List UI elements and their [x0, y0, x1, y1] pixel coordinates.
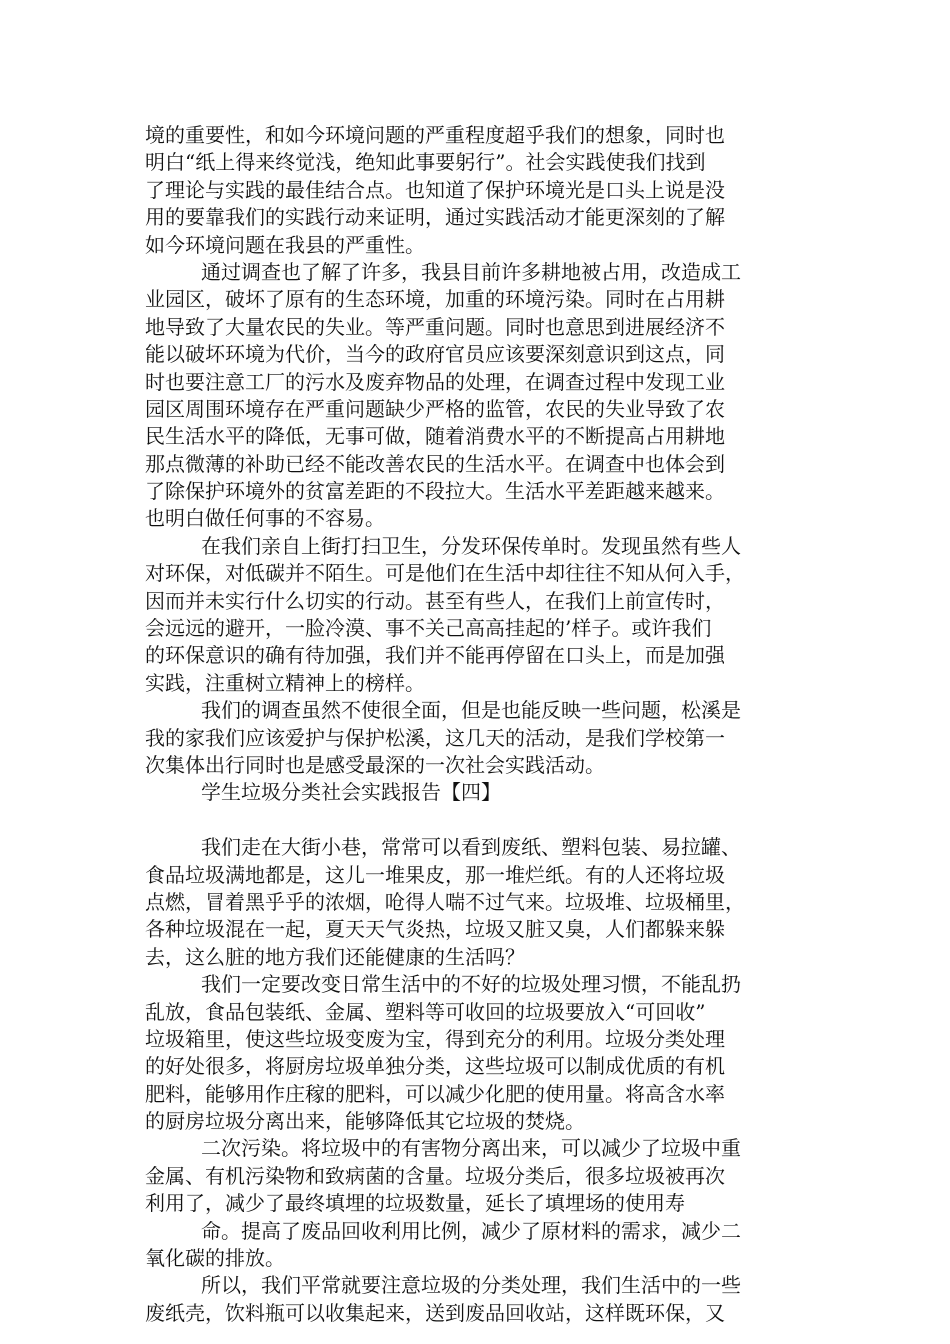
text-line: 民生活水平的降低，无事可做，随着消费水平的不断提高占用耕地: [145, 424, 725, 449]
text-line: 点燃，冒着黑乎乎的浓烟，呛得人喘不过气来。垃圾堆、垃圾桶里，: [145, 889, 745, 914]
blank-line: [145, 807, 815, 834]
text-line: 我们的调查虽然不使很全面，但是也能反映一些问题，松溪是: [201, 698, 741, 723]
text-line: 业园区，破坏了原有的生态环境，加重的环境污染。同时在占用耕: [145, 287, 725, 312]
text-line: 学生垃圾分类社会实践报告【四】: [201, 780, 501, 805]
text-line: 的环保意识的确有待加强，我们并不能再停留在口头上，而是加强: [145, 643, 725, 668]
text-line: 氧化碳的排放。: [145, 1246, 285, 1271]
text-line: 食品垃圾满地都是，这儿一堆果皮，那一堆烂纸。有的人还将垃圾: [145, 862, 725, 887]
text-line: 次集体出行同时也是感受最深的一次社会实践活动。: [145, 752, 605, 777]
text-line: 境的重要性，和如今环境问题的严重程度超乎我们的想象，同时也: [145, 123, 725, 147]
text-line: 去，这么脏的地方我们还能健康的生活吗？: [145, 944, 525, 969]
text-line: 乱放，食品包装纸、金属、塑料等可收回的垃圾要放入“可回收”: [145, 999, 706, 1024]
text-line: 了除保护环境外的贫富差距的不段拉大。生活水平差距越来越来。: [145, 479, 725, 504]
text-line: 金属、有机污染物和致病菌的含量。垃圾分类后，很多垃圾被再次: [145, 1163, 725, 1188]
document-page: [145, 122, 815, 1327]
text-line: 能以破坏环境为代价，当今的政府官员应该要深刻意识到这点，同: [145, 342, 725, 367]
text-line: 用的要靠我们的实践行动来证明，通过实践活动才能更深刻的了解: [145, 205, 725, 230]
text-line: 我的家我们应该爱护与保护松溪，这几天的活动，是我们学校第一: [145, 725, 725, 750]
text-line: 的好处很多，将厨房垃圾单独分类，这些垃圾可以制成优质的有机: [145, 1054, 725, 1079]
text-line: 所以，我们平常就要注意垃圾的分类处理，我们生活中的一些: [201, 1273, 741, 1298]
text-line: 园区周围环境存在严重问题缺少严格的监管，农民的失业导致了农: [145, 396, 725, 421]
text-line: 二次污染。将垃圾中的有害物分离出来，可以减少了垃圾中重: [201, 1136, 741, 1161]
text-line: 因而并未实行什么切实的行动。甚至有些人，在我们上前宣传时，: [145, 588, 725, 613]
text-line: 了理论与实践的最佳结合点。也知道了保护环境光是口头上说是没: [145, 177, 725, 202]
text-line: 如今环境问题在我县的严重性。: [145, 232, 425, 257]
text-line: 我们走在大街小巷，常常可以看到废纸、塑料包装、易拉罐、: [201, 835, 741, 860]
text-line: 对环保，对低碳并不陌生。可是他们在生活中却往往不知从何入手，: [145, 561, 745, 586]
text-line: 的厨房垃圾分离出来，能够降低其它垃圾的焚烧。: [145, 1109, 585, 1134]
text-line: 实践，注重树立精神上的榜样。: [145, 670, 425, 695]
text-line: 废纸壳，饮料瓶可以收集起来，送到废品回收站，这样既环保，又: [145, 1300, 725, 1325]
text-line: 通过调查也了解了许多，我县目前许多耕地被占用，改造成工: [201, 259, 741, 284]
text-line: 肥料，能够用作庄稼的肥料，可以减少化肥的使用量。将高含水率: [145, 1081, 725, 1106]
text-line: 各种垃圾混在一起，夏天天气炎热，垃圾又脏又臭，人们都躲来躲: [145, 917, 725, 942]
text-line: 也明白做任何事的不容易。: [145, 506, 385, 531]
text-line: 那点微薄的补助已经不能改善农民的生活水平。在调查中也体会到: [145, 451, 725, 476]
text-line: 在我们亲自上街打扫卫生，分发环保传单时。发现虽然有些人: [201, 533, 741, 558]
text-line: 我们一定要改变日常生活中的不好的垃圾处理习惯，不能乱扔: [201, 972, 741, 997]
text-line: 会远远的避开，一脸冷漠、事不关己高高挂起的’样子。或许我们: [145, 616, 712, 641]
text-line: 明白“纸上得来终觉浅，绝知此事要躬行”。社会实践使我们找到: [145, 150, 706, 175]
text-line: 垃圾箱里，使这些垃圾变废为宝，得到充分的利用。垃圾分类处理: [145, 1026, 725, 1051]
text-line: 利用了，减少了最终填埋的垃圾数量，延长了填埋场的使用寿: [145, 1191, 685, 1216]
text-line: 地导致了大量农民的失业。等严重问题。同时也意思到进展经济不: [145, 314, 725, 339]
text-line: 命。提高了废品回收利用比例，减少了原材料的需求，减少二: [201, 1218, 741, 1243]
text-line: 时也要注意工厂的污水及废弃物品的处理，在调查过程中发现工业: [145, 369, 725, 394]
